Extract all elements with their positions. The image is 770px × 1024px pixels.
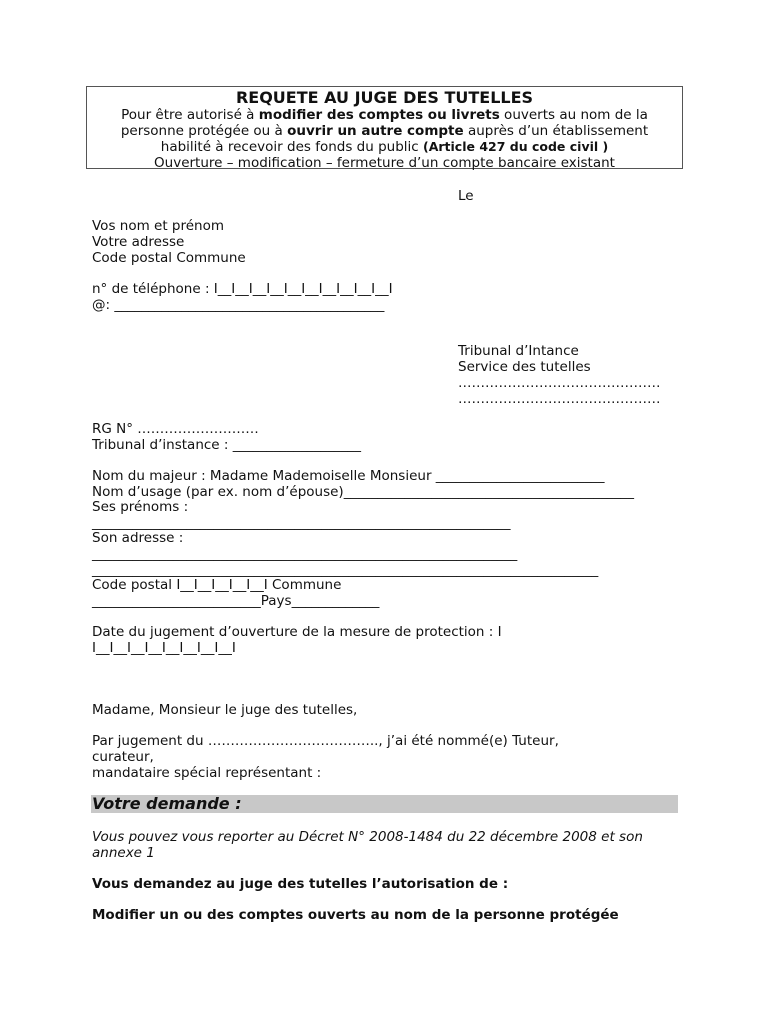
recipient-dots-2: ……………………………………… [458, 391, 661, 407]
recipient-tribunal: Tribunal d’Intance [458, 343, 579, 359]
sender-email: @: ________________________________________ [92, 297, 385, 313]
designation-line-1: Par jugement du ……………………………….., j’ai été nommé(e) Tuteur, [92, 733, 559, 749]
header-text: Pour être autorisé à [121, 107, 259, 123]
header-text: personne protégée ou à [120, 123, 288, 139]
majeur-nom-usage: Nom d’usage (par ex. nom d’épouse)___________________________________________ [92, 484, 634, 500]
jugement-date-label: Date du jugement d’ouverture de la mesure de protection : I [92, 624, 502, 640]
header-bold-text: ouvrir un autre compte [287, 123, 464, 139]
majeur-prenoms-line: ______________________________________________________________ [92, 515, 511, 531]
sender-address: Votre adresse [92, 234, 185, 250]
request-statement: Vous demandez au juge des tutelles l’autorisation de : [92, 876, 509, 892]
majeur-prenoms-label: Ses prénoms : [92, 499, 189, 515]
document-title: REQUETE AU JUGE DES TUTELLES [235, 88, 534, 107]
recipient-dots-1: ……………………………………… [458, 375, 661, 391]
tribunal-instance: Tribunal d’instance : ___________________ [92, 437, 361, 453]
header-box [86, 86, 683, 169]
header-line-1 [87, 107, 682, 123]
section-title: Votre demande : [92, 794, 242, 813]
designation-line-2: curateur, [92, 749, 154, 765]
date-label: Le [458, 188, 474, 204]
majeur-nom: Nom du majeur : Madame Mademoiselle Monsieur _________________________ [92, 468, 605, 484]
recipient-service: Service des tutelles [458, 359, 591, 375]
majeur-pays: _________________________Pays_____________ [92, 593, 380, 609]
majeur-adresse-label: Son adresse : [92, 530, 184, 546]
majeur-adresse-line-2: ___________________________________________________________________________ [92, 562, 599, 578]
article-reference: (Article 427 du code civil ) [423, 139, 609, 154]
majeur-code-postal: Code postal I__I__I__I__I__I Commune [92, 577, 342, 593]
decree-note-line-2: annexe 1 [92, 845, 155, 861]
sender-postal: Code postal Commune [92, 250, 246, 266]
header-line-3 [87, 139, 682, 155]
header-bold-text: modifier des comptes ou livrets [258, 107, 500, 123]
jugement-date-boxes: I__I__I__I__I__I__I__I__I [92, 640, 236, 656]
sender-phone: n° de téléphone : I__I__I__I__I__I__I__I__I__I__I [92, 281, 393, 297]
header-text: ouverts au nom de la [499, 107, 648, 123]
header-text: auprès d’un établissement [463, 123, 649, 139]
salutation: Madame, Monsieur le juge des tutelles, [92, 702, 358, 718]
header-text: habilité à recevoir des fonds du public [160, 139, 423, 155]
section-header [91, 795, 678, 813]
designation-line-3: mandataire spécial représentant : [92, 765, 322, 781]
sender-name: Vos nom et prénom [92, 218, 225, 234]
header-line-4: Ouverture – modification – fermeture d’un compte bancaire existant [154, 155, 615, 171]
header-line-2 [87, 123, 682, 139]
decree-note-line-1: Vous pouvez vous reporter au Décret N° 2008-1484 du 22 décembre 2008 et son [92, 829, 643, 845]
rg-number: RG N° ……………………… [92, 421, 259, 437]
request-option-modify: Modifier un ou des comptes ouverts au nom de la personne protégée [92, 907, 619, 923]
majeur-adresse-line-1: _______________________________________________________________ [92, 546, 518, 562]
